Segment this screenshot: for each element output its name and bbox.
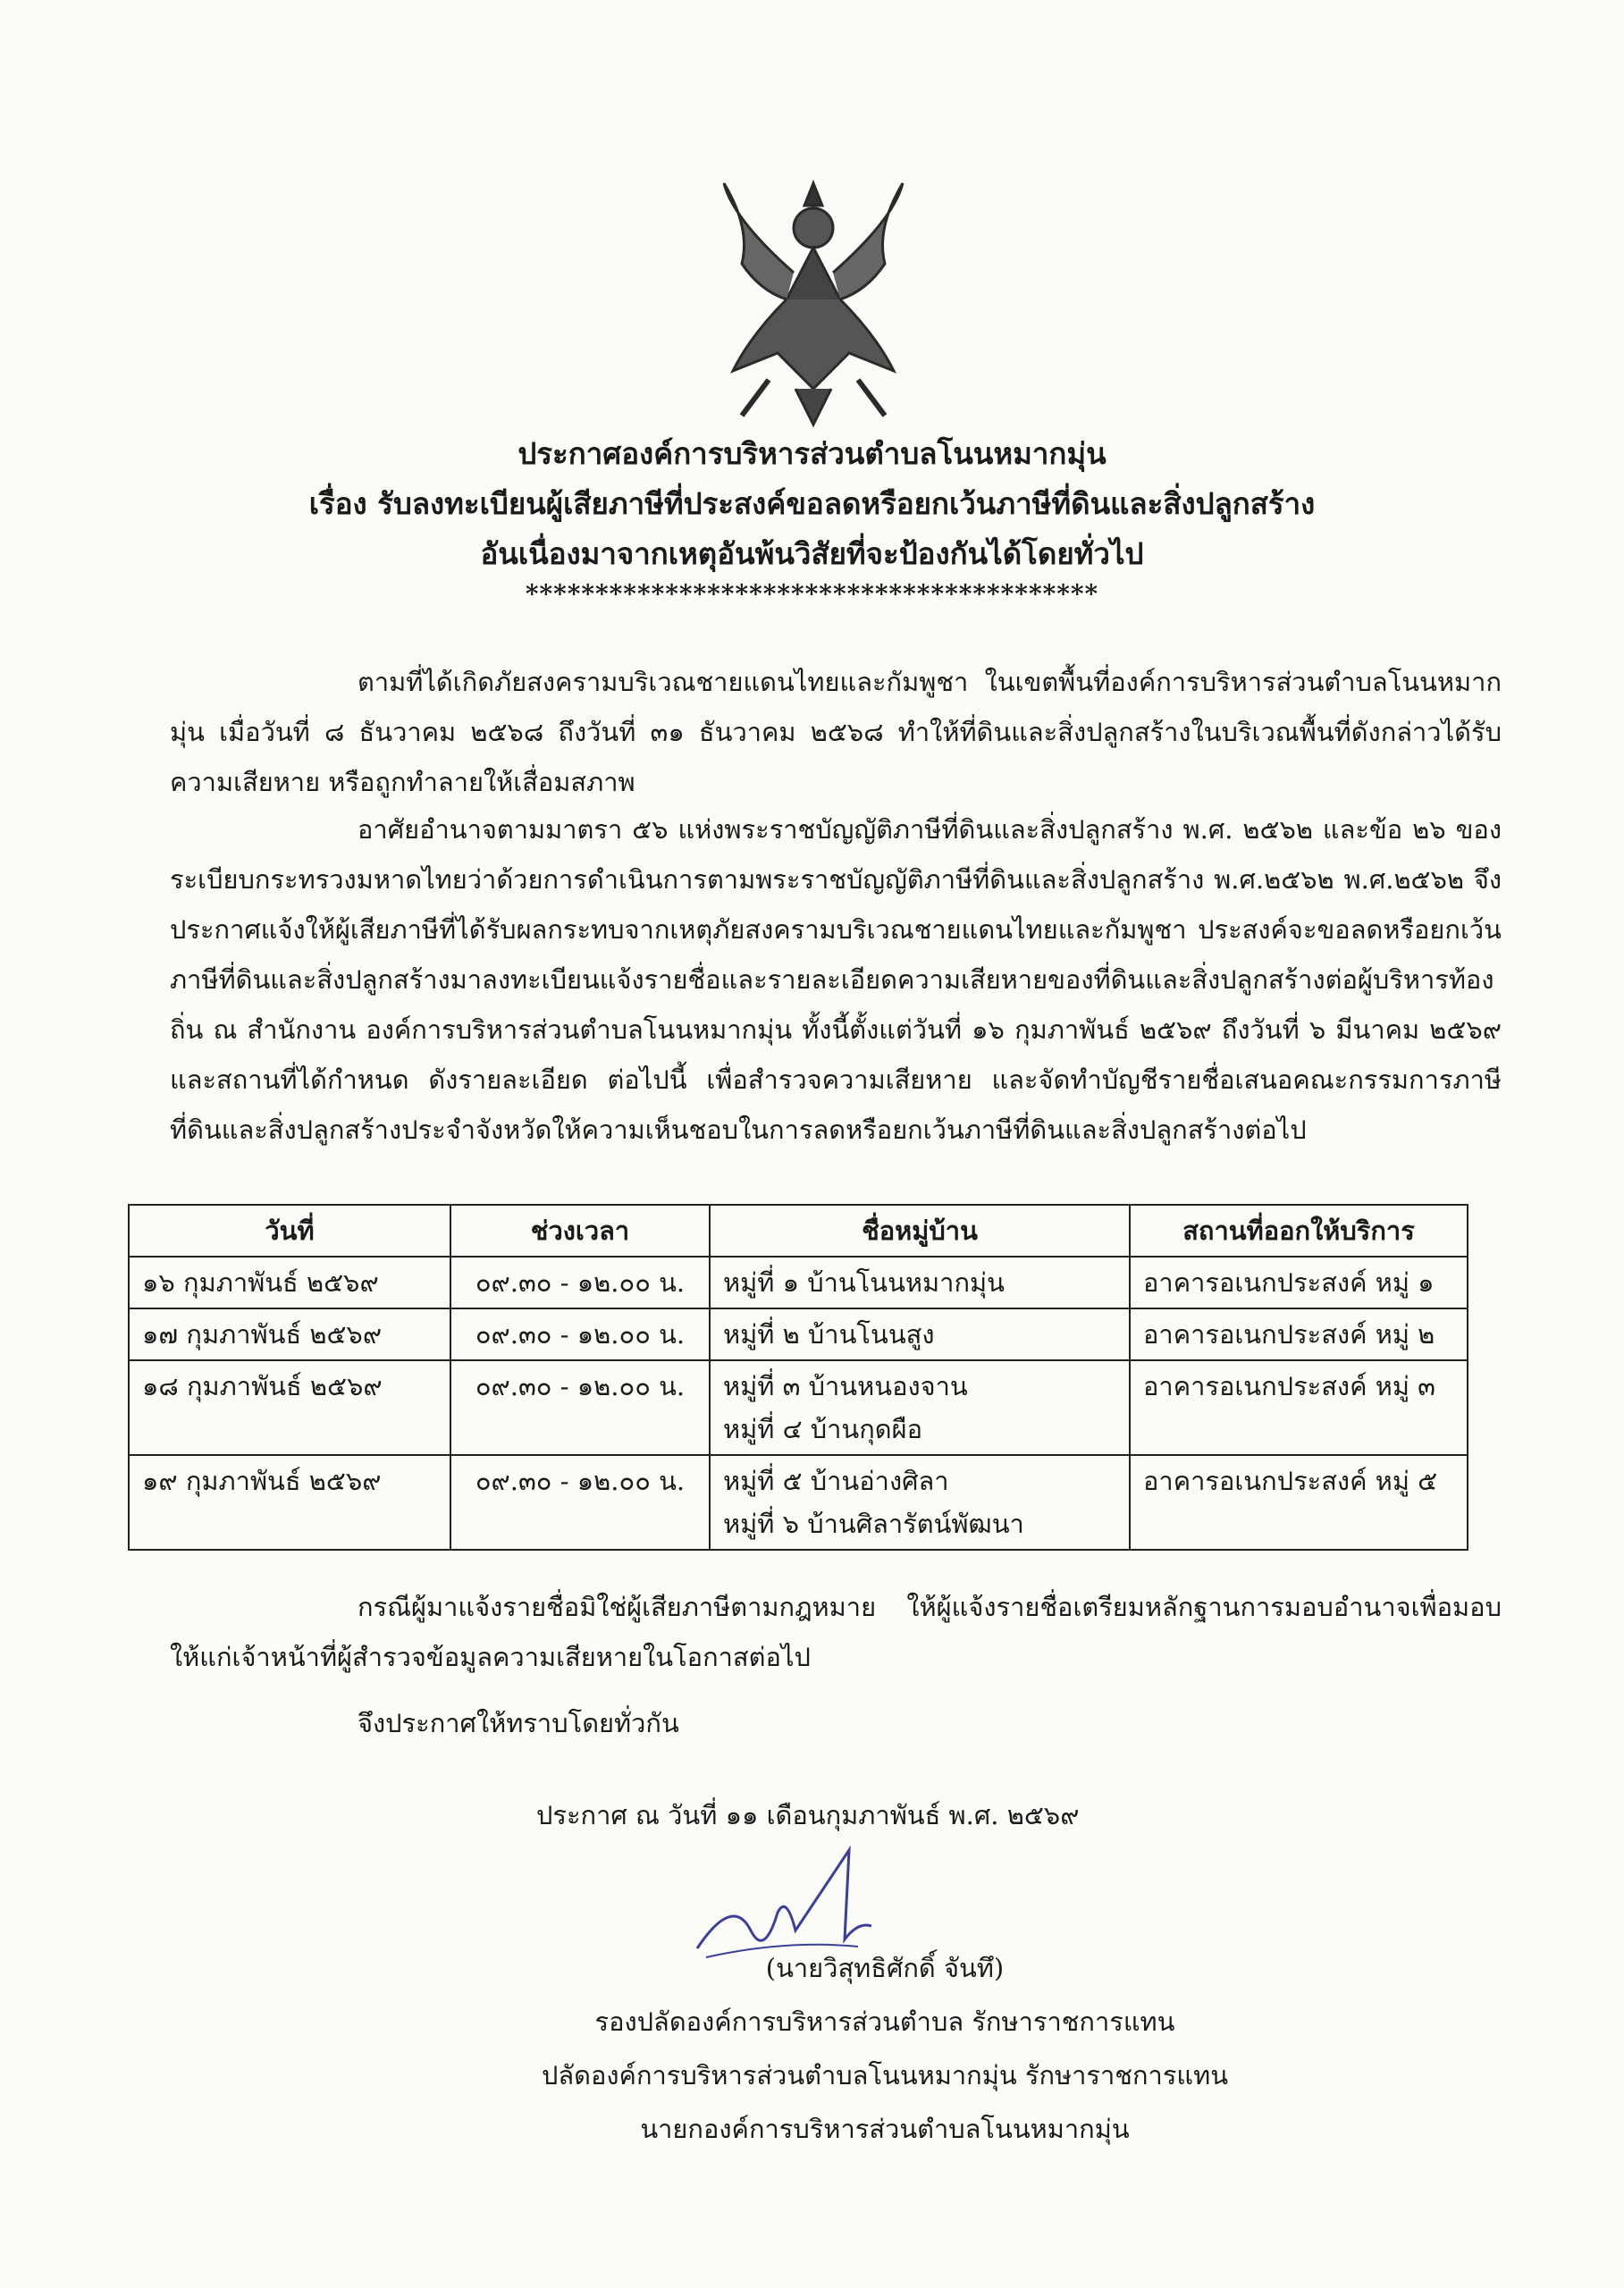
cell-village: หมู่ที่ ๓ บ้านหนองจาน หมู่ที่ ๔ บ้านกุดผือ	[710, 1360, 1130, 1455]
header-time: ช่วงเวลา	[450, 1205, 710, 1257]
cell-time: ๐๙.๓๐ - ๑๒.๐๐ น.	[450, 1308, 710, 1360]
cell-date: ๑๘ กุมภาพันธ์ ๒๕๖๙	[129, 1360, 450, 1455]
cell-date: ๑๙ กุมภาพันธ์ ๒๕๖๙	[129, 1455, 450, 1550]
separator: *****************************************	[525, 579, 1099, 609]
header-village: ชื่อหมู่บ้าน	[710, 1205, 1130, 1257]
cell-place: อาคารอเนกประสงค์ หมู่ ๕	[1130, 1455, 1468, 1550]
cell-date: ๑๗ กุมภาพันธ์ ๒๕๖๙	[129, 1308, 450, 1360]
cell-place: อาคารอเนกประสงค์ หมู่ ๑	[1130, 1257, 1468, 1308]
cell-village: หมู่ที่ ๒ บ้านโนนสูง	[710, 1308, 1130, 1360]
table-row	[129, 1455, 1468, 1550]
paragraph-4: จึงประกาศให้ทราบโดยทั่วกัน	[358, 1708, 679, 1738]
paragraph-3: กรณีผู้มาแจ้งรายชื่อมิใช่ผู้เสียภาษีตามกฎหมาย ให้ผู้แจ้งรายชื่อเตรียมหลักฐานการมอบอำนาจเพื่อมอบให้แก่เจ้าหน้าที่ผู้สำรวจข้อมูลความเสียหายในโอกาสต่อไป	[170, 1592, 1502, 1672]
cell-village: หมู่ที่ ๑ บ้านโนนหมากมุ่น	[710, 1257, 1130, 1308]
table-header-row	[129, 1205, 1468, 1257]
cell-time: ๐๙.๓๐ - ๑๒.๐๐ น.	[450, 1455, 710, 1550]
cell-place: อาคารอเนกประสงค์ หมู่ ๓	[1130, 1360, 1468, 1455]
document-subject: เรื่อง รับลงทะเบียนผู้เสียภาษีที่ประสงค์ขอลดหรือยกเว้นภาษีที่ดินและสิ่งปลูกสร้าง	[308, 486, 1316, 521]
cell-time: ๐๙.๓๐ - ๑๒.๐๐ น.	[450, 1360, 710, 1455]
table-row	[129, 1308, 1468, 1360]
signer-name: (นายวิสุทธิศักดิ์ จันทึ)	[765, 1953, 1005, 1983]
signer-title-3: นายกองค์การบริหารส่วนตำบลโนนหมากมุ่น	[640, 2114, 1130, 2144]
header-place: สถานที่ออกให้บริการ	[1130, 1205, 1468, 1257]
signer-title-1: รองปลัดองค์การบริหารส่วนตำบล รักษาราชการแทน	[594, 2006, 1175, 2037]
table-row	[129, 1360, 1468, 1455]
cell-time: ๐๙.๓๐ - ๑๒.๐๐ น.	[450, 1257, 710, 1308]
announce-date: ประกาศ ณ วันที่ ๑๑ เดือนกุมภาพันธ์ พ.ศ. ๒๕๖๙	[536, 1800, 1080, 1830]
paragraph-2: อาศัยอำนาจตามมาตรา ๕๖ แห่งพระราชบัญญัติภาษีที่ดินและสิ่งปลูกสร้าง พ.ศ. ๒๕๖๒ และข้อ ๒๖ ของระเบียบกระทรวงมหาดไทยว่าด้วยการดำเนินการตามพระราชบัญญัติภาษีที่ดินและสิ่งปลูกสร้าง พ.ศ.๒๕๖๒ พ.ศ.๒๕๖๒ จึงประกาศแจ้งให้ผู้เสียภาษีที่ได้รับผลกระทบจากเหตุภัยสงครามบริเวณชายแดนไทยและกัมพูชา ประสงค์จะขอลดหรือยกเว้นภาษีที่ดินและสิ่งปลูกสร้างมาลงทะเบียนแจ้งรายชื่อและรายละเอียดความเสียหายของที่ดินและสิ่งปลูกสร้างต่อผู้บริหารท้องถิ่น ณ สำนักงาน องค์การบริหารส่วนตำบลโนนหมากมุ่น ทั้งนี้ตั้งแต่วันที่ ๑๖ กุมภาพันธ์ ๒๕๖๙ ถึงวันที่ ๖ มีนาคม ๒๕๖๙ และสถานที่ได้กำหนด ดังรายละเอียด ต่อไปนี้ เพื่อสำรวจความเสียหาย และจัดทำบัญชีรายชื่อเสนอคณะกรรมการภาษีที่ดินและสิ่งปลูกสร้างประจำจังหวัดให้ความเห็นชอบในการลดหรือยกเว้นภาษีที่ดินและสิ่งปลูกสร้างต่อไป	[170, 814, 1502, 1145]
garuda-emblem-icon	[679, 165, 947, 433]
document-subject-line2: อันเนื่องมาจากเหตุอันพ้นวิสัยที่จะป้องกันได้โดยทั่วไป	[480, 536, 1144, 571]
table-row	[129, 1257, 1468, 1308]
cell-date: ๑๖ กุมภาพันธ์ ๒๕๖๙	[129, 1257, 450, 1308]
signer-title-2: ปลัดองค์การบริหารส่วนตำบลโนนหมากมุ่น รักษาราชการแทน	[541, 2060, 1229, 2090]
cell-village: หมู่ที่ ๕ บ้านอ่างศิลา หมู่ที่ ๖ บ้านศิลารัตน์พัฒนา	[710, 1455, 1130, 1550]
schedule-table	[128, 1204, 1468, 1551]
paragraph-1: ตามที่ได้เกิดภัยสงครามบริเวณชายแดนไทยและกัมพูชา ในเขตพื้นที่องค์การบริหารส่วนตำบลโนนหมากมุ่น เมื่อวันที่ ๘ ธันวาคม ๒๕๖๘ ถึงวันที่ ๓๑ ธันวาคม ๒๕๖๘ ทำให้ที่ดินและสิ่งปลูกสร้างในบริเวณพื้นที่ดังกล่าวได้รับความเสียหาย หรือถูกทำลายให้เสื่อมสภาพ	[170, 667, 1502, 797]
document-title: ประกาศองค์การบริหารส่วนตำบลโนนหมากมุ่น	[517, 436, 1107, 471]
header-date: วันที่	[129, 1205, 450, 1257]
cell-place: อาคารอเนกประสงค์ หมู่ ๒	[1130, 1308, 1468, 1360]
